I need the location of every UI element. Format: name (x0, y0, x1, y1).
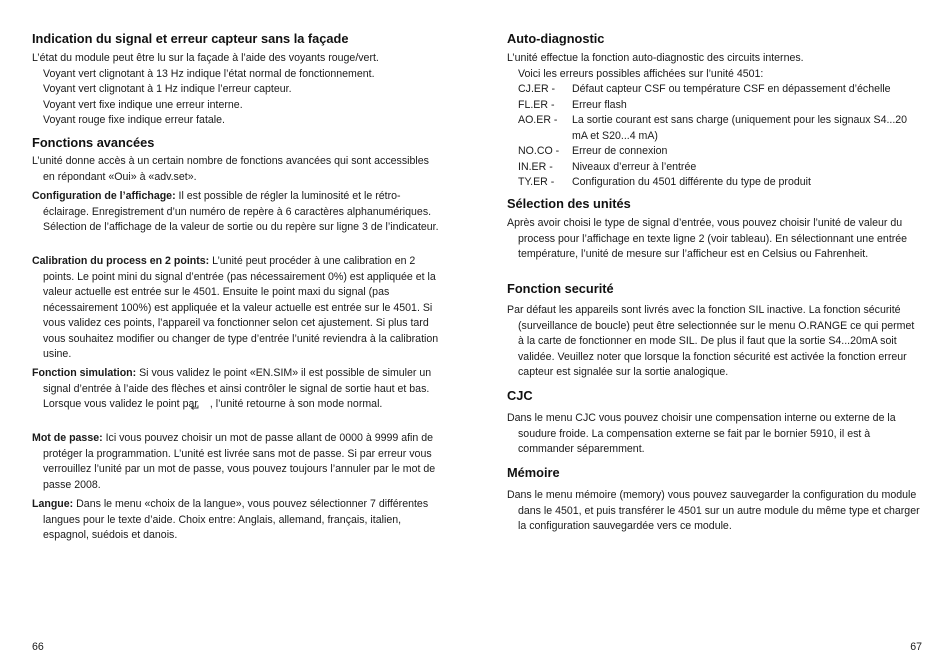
error-desc: Défaut capteur CSF ou température CSF en dépassement d’échelle (572, 83, 891, 95)
units-section-title: Sélection des unités (507, 196, 631, 211)
units-text: Après avoir choisi le type de signal d’entrée, vous pouvez choisir l’unité de valeur du process pour l’affichage en texte ligne 2 (voir tableau). En sélectionnant une entrée température, l’unité de mesure sur l’afficheur est en Celsius ou Fahrenheit. (507, 217, 908, 260)
safety-section-title: Fonction securité (507, 281, 614, 296)
error-row (507, 160, 922, 176)
memory-section-title: Mémoire (507, 465, 560, 480)
item-label: Langue: (32, 498, 74, 510)
error-code: FL.ER - (518, 98, 555, 111)
error-desc: La sortie courant est sans charge (uniquement pour les signaux S4...20 mA et S20...4 mA) (572, 114, 908, 142)
item-label: Calibration du process en 2 points: (32, 255, 210, 267)
signal-section-body (32, 51, 442, 129)
advanced-item-calibration (32, 254, 442, 363)
advanced-intro: L’unité donne accès à un certain nombre de fonctions avancées qui sont accessibles en répondant «Oui» à «adv.set». (32, 155, 429, 183)
memory-text: Dans le menu mémoire (memory) vous pouvez sauvegarder la configuration du module dans le 4501, et puis transférer le 4501 sur un autre module du même type et charger la configuration sauvegardée vers ce module. (507, 489, 920, 532)
signal-line: Voyant rouge fixe indique erreur fatale. (43, 114, 225, 126)
error-list (507, 82, 922, 191)
signal-line: Voyant vert clignotant à 1 Hz indique l’erreur capteur. (43, 83, 292, 95)
advanced-item-language (32, 497, 442, 544)
error-desc: Erreur de connexion (572, 145, 668, 157)
advanced-item-password (32, 431, 442, 493)
item-text-end: , l’unité retourne à son mode normal. (209, 398, 383, 410)
error-row (507, 144, 922, 160)
item-text: Si vous validez le point «EN.SIM» il est possible de simuler un signal d’entrée à l’aide des flèches et ainsi contrôler le signal de sortie haut et bas. Lorsque vous validez le point par (43, 367, 432, 410)
item-text: L’unité peut procéder à une calibration en 2 points. Le point mini du signal d’entrée (pas nécessairement 0%) est appliquée et la valeur actuelle est entrée sur le 4501. Ensuite le point maxi du signal (pas nécessairement 100%) est appliquée et la valeur actuelle est entrée sur le 4501. Si vous validez ces points, l’appareil va fonctionner selon cet ajustement. Si plus tard vous souhaitez modifier ou changer de type d’entrée l’unité reviendra à la calibration usine. (43, 255, 439, 360)
error-row (507, 175, 922, 191)
page-number-right: 67 (910, 641, 922, 653)
error-code: IN.ER - (518, 160, 553, 173)
memory-section-body (507, 488, 922, 535)
right-page (507, 0, 922, 665)
item-label: Configuration de l’affichage: (32, 190, 176, 202)
signal-line: Voyant vert clignotant à 13 Hz indique l’état normal de fonctionnement. (43, 67, 375, 80)
signal-section-title: Indication du signal et erreur capteur sans la façade (32, 31, 349, 46)
advanced-section-body (32, 154, 442, 185)
error-desc: Configuration du 4501 différente du type de produit (572, 176, 811, 188)
safety-section-body (507, 303, 922, 381)
signal-intro: L’état du module peut être lu sur la façade à l’aide des voyants rouge/vert. (32, 52, 379, 64)
item-label: Fonction simulation: (32, 367, 137, 379)
error-code: NO.CO - (518, 145, 560, 157)
units-section-body (507, 216, 922, 263)
autodiag-section-body (507, 51, 922, 191)
error-code: TY.ER - (518, 176, 555, 188)
autodiag-subtitle: Voici les erreurs possibles affichées sur l’unité 4501: (518, 67, 764, 80)
error-code: AO.ER - (518, 114, 558, 126)
left-page (32, 0, 442, 665)
cjc-section-title: CJC (507, 388, 533, 403)
error-row (507, 113, 922, 144)
error-row (507, 98, 922, 114)
error-code: CJ.ER - (518, 83, 556, 95)
signal-lines (32, 67, 442, 129)
enter-key-icon (201, 401, 210, 407)
signal-line: Voyant vert fixe indique une erreur interne. (43, 98, 243, 111)
advanced-item-simulation (32, 366, 442, 413)
autodiag-intro: L’unité effectue la fonction auto-diagnostic des circuits internes. (507, 52, 804, 64)
item-label: Mot de passe: (32, 432, 103, 444)
page-number-left: 66 (32, 641, 44, 653)
error-desc: Erreur flash (572, 98, 627, 111)
error-row (507, 82, 922, 98)
item-text: Ici vous pouvez choisir un mot de passe allant de 0000 à 9999 afin de protéger la programmation. L’unité est livrée sans mot de passe. Si par erreur vous verrouillez l’unité par un mot de passe, vous pouvez toujours l’annuler par le mot de passe 2008. (43, 432, 436, 491)
advanced-section-title: Fonctions avancées (32, 135, 155, 150)
cjc-text: Dans le menu CJC vous pouvez choisir une compensation interne ou externe de la soudure froide. La compensation externe se fait par le bornier 5910, il est à commander séparemment. (507, 412, 896, 455)
advanced-item-display (32, 189, 442, 236)
safety-text: Par défaut les appareils sont livrés avec la fonction SIL inactive. La fonction sécurité (surveillance de boucle) peut être selectionnée sur le menu O.RANGE ce qui permet à la carte de fonctionner en mode SIL. De plus il faut que la sortie S4...20mA soit validée. Veuillez noter que lorsque la fonction sécurité est activée la fonction erreur capteur est signalée sur la sortie analogique. (507, 304, 915, 378)
cjc-section-body (507, 411, 922, 458)
error-desc: Niveaux d’erreur à l’entrée (572, 160, 697, 173)
item-text: Dans le menu «choix de la langue», vous pouvez sélectionner 7 différentes langues pour le texte d’aide. Choix entre: Anglais, allemand, français, italien, espagnol, suédois et danois. (43, 498, 429, 541)
item-text: Il est possible de régler la luminosité et le rétro-éclairage. Enregistrement d’un numéro de repère à 6 caractères alphanumériques. Sélection de l’affichage de la valeur de sortie ou du repère sur ligne 3 de l’indicateur. (43, 190, 439, 233)
autodiag-section-title: Auto-diagnostic (507, 31, 605, 46)
